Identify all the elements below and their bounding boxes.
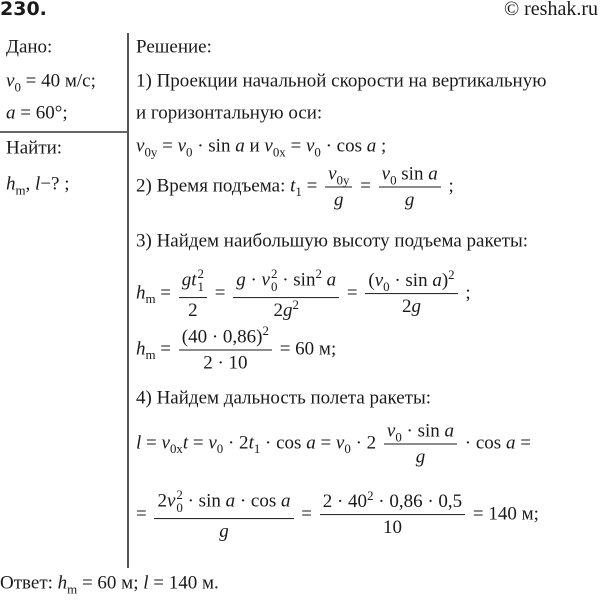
text-run: (40 · 0,86) bbox=[181, 326, 263, 348]
superscript: 2 bbox=[270, 266, 278, 282]
text-run: ) bbox=[441, 270, 449, 292]
subscript: 0 bbox=[14, 79, 21, 95]
fraction-numerator bbox=[154, 489, 293, 519]
subscript: 1 bbox=[295, 184, 302, 200]
text-run: sin bbox=[396, 163, 429, 185]
superscript: 2 bbox=[367, 488, 374, 504]
subscript: 0 bbox=[395, 429, 402, 445]
superscript: 2 bbox=[315, 266, 322, 282]
text-run: = bbox=[515, 432, 531, 454]
superscript: 2 bbox=[292, 296, 299, 312]
subscript: 0 bbox=[390, 172, 397, 188]
subscript: 0y bbox=[144, 144, 158, 160]
math-variable: h bbox=[57, 572, 68, 594]
fraction-denominator bbox=[185, 298, 201, 320]
text-run: 2 bbox=[273, 299, 283, 321]
subscript: 0 bbox=[186, 144, 193, 160]
text-run: 2 · 10 bbox=[203, 352, 248, 374]
text-run: 4) Найдем дальность полета ракеты: bbox=[136, 387, 432, 409]
fraction-numerator bbox=[325, 165, 352, 188]
subscript: m bbox=[67, 581, 78, 597]
math-variable: t bbox=[290, 175, 296, 197]
text-run: ( bbox=[368, 270, 375, 292]
column-divider bbox=[127, 33, 129, 568]
text-run: = bbox=[355, 175, 376, 197]
solution-line bbox=[136, 165, 454, 210]
fraction-denominator bbox=[270, 298, 301, 320]
text-run: ; bbox=[376, 135, 387, 157]
math-variable: a bbox=[6, 102, 16, 124]
text-run: · sin bbox=[182, 490, 226, 512]
given-line bbox=[6, 139, 62, 158]
text-run: = 60 м; bbox=[274, 338, 337, 360]
fraction bbox=[384, 422, 457, 467]
math-variable: v bbox=[161, 432, 170, 454]
text-run: · sin bbox=[389, 270, 433, 292]
math-variable: l bbox=[136, 432, 142, 454]
fraction-denominator bbox=[200, 351, 250, 373]
subscript: m bbox=[145, 291, 156, 307]
given-line bbox=[6, 38, 52, 57]
solution-line bbox=[136, 422, 531, 467]
fraction-denominator bbox=[399, 295, 424, 317]
fraction-denominator bbox=[216, 519, 232, 541]
text-run: = bbox=[188, 432, 209, 454]
math-variable: v bbox=[261, 269, 270, 291]
fraction-denominator bbox=[380, 516, 405, 538]
text-run: · sin bbox=[401, 420, 445, 442]
fraction bbox=[325, 165, 352, 210]
math-variable: t bbox=[248, 432, 254, 454]
text-run: · cos bbox=[260, 432, 307, 454]
fraction-numerator bbox=[379, 165, 441, 188]
subscript: 0 bbox=[344, 441, 351, 457]
fraction-denominator bbox=[402, 188, 418, 210]
text-run: = bbox=[285, 135, 306, 157]
solution-line bbox=[136, 389, 431, 408]
math-variable: g bbox=[415, 446, 426, 468]
text-run: · sin bbox=[277, 269, 316, 291]
text-run: Решение: bbox=[136, 36, 212, 58]
text-run: и bbox=[244, 135, 265, 157]
math-variable: h bbox=[136, 338, 146, 360]
superscript: 2 bbox=[262, 323, 269, 339]
math-variable: h bbox=[136, 282, 146, 304]
superscript: 2 bbox=[176, 487, 183, 503]
text-run: = bbox=[141, 432, 162, 454]
given-divider bbox=[0, 131, 127, 133]
math-variable: g bbox=[333, 189, 344, 211]
math-variable: g bbox=[236, 269, 246, 291]
fraction-denominator bbox=[413, 445, 429, 467]
text-run: Ответ: bbox=[0, 572, 58, 594]
math-variable: h bbox=[6, 173, 16, 195]
text-run: · cos bbox=[320, 135, 367, 157]
fraction-numerator bbox=[365, 267, 457, 295]
fraction bbox=[179, 268, 207, 320]
solution-line bbox=[136, 38, 212, 57]
text-run: = bbox=[342, 282, 363, 304]
solution-line bbox=[136, 232, 528, 251]
math-variable: a bbox=[235, 135, 245, 157]
text-run: = bbox=[155, 282, 176, 304]
solution-line bbox=[136, 104, 322, 123]
subscript: m bbox=[145, 347, 156, 363]
problem-number: 230. bbox=[0, 0, 47, 20]
solution-line bbox=[136, 135, 387, 160]
math-variable: v bbox=[305, 135, 315, 157]
text-run: 2 bbox=[157, 490, 167, 512]
text-run: ; bbox=[460, 282, 471, 304]
math-variable: l bbox=[143, 572, 149, 594]
math-variable: v bbox=[328, 163, 337, 185]
math-variable: a bbox=[432, 270, 442, 292]
solution-line bbox=[136, 489, 539, 541]
math-variable: v bbox=[381, 163, 391, 185]
math-variable: a bbox=[505, 432, 516, 454]
text-run: , bbox=[25, 173, 36, 195]
math-variable: v bbox=[374, 270, 384, 292]
fraction-numerator bbox=[320, 488, 465, 516]
math-variable: v bbox=[208, 432, 217, 454]
math-variable: v bbox=[177, 135, 186, 157]
fraction bbox=[233, 268, 339, 320]
math-variable: a bbox=[225, 490, 236, 512]
math-variable: a bbox=[366, 135, 377, 157]
solution-line bbox=[136, 323, 337, 374]
math-variable: l bbox=[35, 173, 41, 195]
superscript: 2 bbox=[448, 267, 455, 283]
text-run: = 140 м; bbox=[468, 503, 539, 525]
fraction bbox=[320, 488, 465, 539]
math-variable: a bbox=[444, 420, 455, 442]
given-line bbox=[6, 173, 70, 198]
text-run: · cos bbox=[235, 490, 282, 512]
text-run: Дано: bbox=[6, 36, 53, 58]
math-variable: a bbox=[306, 432, 316, 454]
subscript: 1 bbox=[197, 279, 204, 294]
text-run: 1) Проекции начальной скорости на вертикальную bbox=[136, 70, 547, 92]
text-run: · 0,86 · 0,5 bbox=[373, 491, 463, 513]
math-variable: a bbox=[428, 163, 438, 185]
text-run: = bbox=[296, 503, 317, 525]
fraction bbox=[365, 267, 457, 318]
math-variable: g bbox=[282, 299, 293, 321]
math-variable: v bbox=[6, 70, 15, 92]
text-run: = bbox=[157, 135, 178, 157]
subscript: 0y bbox=[336, 172, 350, 188]
text-run: 2) Время подъема: bbox=[136, 175, 291, 197]
math-variable: g bbox=[404, 189, 415, 211]
fraction bbox=[179, 323, 272, 374]
math-variable: v bbox=[136, 135, 145, 157]
fraction bbox=[379, 165, 441, 210]
text-run: и горизонтальную оси: bbox=[136, 102, 323, 124]
text-run: · 2 bbox=[350, 432, 381, 454]
fraction-numerator bbox=[233, 268, 339, 298]
math-variable: g bbox=[411, 296, 421, 318]
subscript: m bbox=[15, 182, 26, 198]
text-run: 3) Найдем наибольшую высоту подъема ракеты: bbox=[136, 230, 528, 252]
given-line bbox=[6, 70, 96, 95]
text-run: ; bbox=[443, 175, 454, 197]
text-run: · cos bbox=[460, 432, 506, 454]
math-variable: v bbox=[335, 432, 345, 454]
solution-line bbox=[136, 72, 546, 91]
solution-line bbox=[136, 268, 471, 320]
text-run: 10 bbox=[382, 517, 402, 539]
fraction bbox=[154, 489, 293, 541]
subscript: 0 bbox=[383, 279, 390, 295]
text-run: = bbox=[210, 282, 231, 304]
math-variable: g bbox=[219, 520, 229, 542]
text-run: · sin bbox=[192, 135, 236, 157]
text-run: = 60 м; bbox=[77, 572, 144, 594]
text-run: = bbox=[155, 338, 176, 360]
subscript: 0x bbox=[169, 441, 183, 457]
given-line bbox=[6, 104, 68, 123]
text-run: = bbox=[315, 432, 336, 454]
text-run: 2 · 40 bbox=[322, 491, 368, 513]
text-run: = bbox=[136, 503, 152, 525]
copyright-label: © reshak.ru bbox=[503, 0, 598, 20]
subscript: 0x bbox=[272, 144, 286, 160]
math-variable: t bbox=[182, 432, 189, 454]
sup-sub-stack bbox=[198, 268, 204, 294]
subscript: 0 bbox=[216, 441, 224, 457]
text-run: 2 bbox=[188, 299, 198, 321]
math-variable: v bbox=[166, 490, 176, 512]
fraction-numerator bbox=[179, 323, 272, 351]
math-variable: a bbox=[326, 269, 337, 291]
text-run: · bbox=[245, 269, 262, 291]
subscript: 0 bbox=[314, 144, 321, 160]
math-variable: v bbox=[386, 420, 396, 442]
math-variable: a bbox=[281, 490, 291, 512]
subscript: 0 bbox=[176, 500, 183, 515]
answer-line bbox=[0, 572, 219, 597]
text-run: Найти: bbox=[6, 137, 63, 159]
text-run: 2 bbox=[401, 296, 412, 318]
fraction-numerator bbox=[384, 422, 457, 445]
superscript: 2 bbox=[197, 266, 204, 282]
text-run: −? ; bbox=[40, 173, 70, 195]
text-run: = 40 м/с; bbox=[20, 70, 96, 92]
text-run: = 60°; bbox=[15, 102, 68, 124]
subscript: 1 bbox=[253, 441, 261, 457]
math-variable: v bbox=[264, 135, 273, 157]
text-run: = 140 м. bbox=[148, 572, 219, 594]
fraction-numerator bbox=[179, 268, 207, 298]
text-run: = bbox=[301, 175, 323, 197]
subscript: 0 bbox=[270, 279, 278, 294]
text-run: · 2 bbox=[223, 432, 249, 454]
math-variable: gt bbox=[181, 269, 197, 291]
fraction-denominator bbox=[331, 188, 347, 210]
